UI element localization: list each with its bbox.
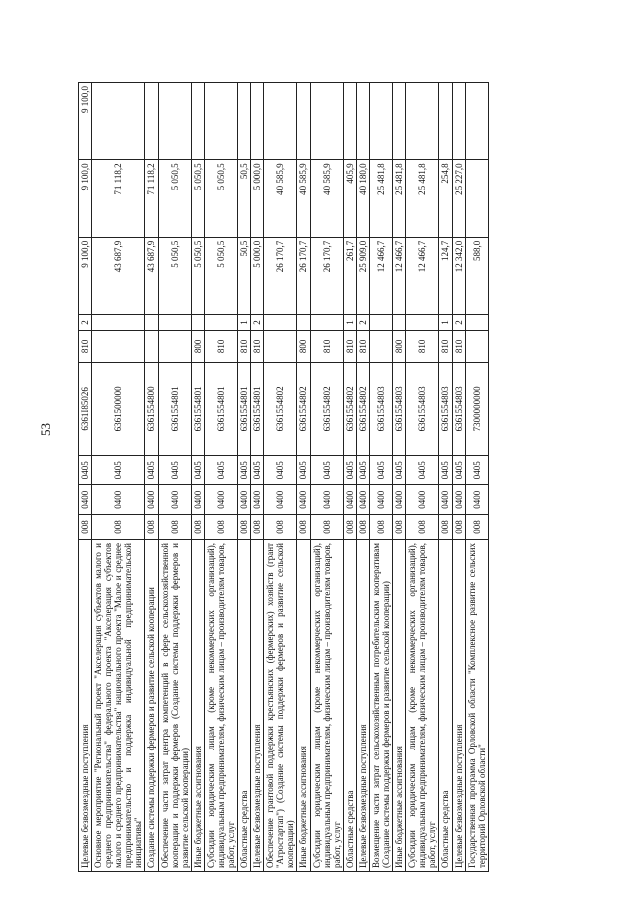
cell-amount-1: 25 909,0: [356, 237, 369, 314]
cell-amount-3: [356, 83, 369, 160]
cell-podrazdel: 0405: [191, 455, 204, 485]
row-name: Государственная программа Орловской области "Комплексное развитие сельских территорий Орловской области": [465, 540, 488, 872]
cell-funding-code: [204, 314, 237, 330]
table-row: [158, 83, 191, 872]
cell-amount-2: 25 481,8: [406, 160, 439, 237]
cell-podrazdel: 0405: [204, 455, 237, 485]
cell-ved: 008: [145, 515, 158, 540]
cell-amount-2: 254,8: [439, 160, 452, 237]
cell-razdel: 0400: [343, 485, 356, 515]
cell-funding-code: [465, 314, 488, 330]
cell-amount-2: 405,9: [343, 160, 356, 237]
row-name: Областные средства: [238, 540, 251, 872]
cell-amount-1: 5 000,0: [251, 237, 264, 314]
cell-target-article: 6361554802: [264, 362, 297, 455]
cell-expense-type: 800: [191, 330, 204, 362]
cell-amount-3: [297, 83, 310, 160]
row-name: Создание системы поддержки фермеров и развитие сельской кооперации: [145, 540, 158, 872]
cell-razdel: 0400: [406, 485, 439, 515]
cell-ved: 008: [251, 515, 264, 540]
cell-amount-1: 12 466,7: [406, 237, 439, 314]
cell-funding-code: [145, 314, 158, 330]
cell-razdel: 0400: [264, 485, 297, 515]
table-row: [356, 83, 369, 872]
table-row: [465, 83, 488, 872]
cell-razdel: 0400: [369, 485, 392, 515]
cell-expense-type: 810: [310, 330, 343, 362]
cell-amount-2: 71 118,2: [92, 160, 145, 237]
cell-target-article: 6361500000: [92, 362, 145, 455]
cell-funding-code: [92, 314, 145, 330]
cell-ved: 008: [343, 515, 356, 540]
cell-expense-type: 810: [343, 330, 356, 362]
cell-razdel: 0400: [439, 485, 452, 515]
cell-funding-code: 1: [343, 314, 356, 330]
cell-ved: 008: [297, 515, 310, 540]
cell-amount-2: 25 481,8: [369, 160, 392, 237]
cell-amount-1: 5 050,5: [158, 237, 191, 314]
cell-expense-type: [158, 330, 191, 362]
cell-funding-code: [264, 314, 297, 330]
cell-ved: 008: [92, 515, 145, 540]
cell-target-article: 6361554803: [439, 362, 452, 455]
cell-amount-3: 9 100,0: [79, 83, 92, 160]
cell-podrazdel: 0405: [406, 455, 439, 485]
cell-razdel: 0400: [393, 485, 406, 515]
cell-razdel: 0400: [92, 485, 145, 515]
row-name: Обеспечение грантовой поддержки крестьянских (фермерских) хозяйств (грант "Агростартап") (Создание системы поддержки фермеров и развитие сельской кооперации): [264, 540, 297, 872]
cell-razdel: 0400: [191, 485, 204, 515]
cell-amount-3: [393, 83, 406, 160]
cell-funding-code: 2: [79, 314, 92, 330]
table-row: [145, 83, 158, 872]
cell-amount-2: 9 100,0: [79, 160, 92, 237]
table-row: [310, 83, 343, 872]
cell-amount-3: [204, 83, 237, 160]
cell-amount-2: 25 227,0: [452, 160, 465, 237]
cell-expense-type: 800: [393, 330, 406, 362]
cell-razdel: 0400: [310, 485, 343, 515]
cell-razdel: 0400: [158, 485, 191, 515]
row-name: Субсидии юридическим лицам (кроме некоммерческих организаций), индивидуальным предпринимателям, физическим лицам – производителям товаров, работ, услуг: [204, 540, 237, 872]
row-name: Целевые безвозмездные поступления: [452, 540, 465, 872]
cell-ved: 008: [465, 515, 488, 540]
cell-amount-2: 40 585,9: [310, 160, 343, 237]
cell-amount-1: 124,7: [439, 237, 452, 314]
cell-amount-1: 12 466,7: [369, 237, 392, 314]
cell-ved: 008: [238, 515, 251, 540]
row-name: Основное мероприятие "Региональный проект "Акселерация субъектов малого и среднего предпринимательства" федерального проекта "Акселерация субъектов малого и среднего предпринимательства" национального проекта "Малое и среднее предпринимательство и поддержка индивидуальной предпринимательской инициативы": [92, 540, 145, 872]
cell-amount-3: [369, 83, 392, 160]
cell-amount-2: 5 050,5: [158, 160, 191, 237]
cell-expense-type: [369, 330, 392, 362]
cell-amount-3: [343, 83, 356, 160]
cell-funding-code: 2: [251, 314, 264, 330]
cell-razdel: 0400: [204, 485, 237, 515]
cell-expense-type: 810: [406, 330, 439, 362]
cell-amount-1: 5 050,5: [204, 237, 237, 314]
cell-ved: 008: [191, 515, 204, 540]
cell-podrazdel: 0405: [393, 455, 406, 485]
cell-target-article: 6361554803: [393, 362, 406, 455]
cell-amount-2: 5 050,5: [191, 160, 204, 237]
cell-podrazdel: 0405: [238, 455, 251, 485]
cell-podrazdel: 0405: [297, 455, 310, 485]
cell-amount-1: 50,5: [238, 237, 251, 314]
table-row: [393, 83, 406, 872]
cell-amount-2: [465, 160, 488, 237]
cell-target-article: 7300000000: [465, 362, 488, 455]
cell-target-article: 6361554802: [343, 362, 356, 455]
cell-expense-type: 810: [452, 330, 465, 362]
table-row: [191, 83, 204, 872]
cell-target-article: 6361554801: [191, 362, 204, 455]
cell-ved: 008: [452, 515, 465, 540]
cell-ved: 008: [264, 515, 297, 540]
cell-ved: 008: [158, 515, 191, 540]
row-name: Целевые безвозмездные поступления: [251, 540, 264, 872]
cell-ved: 008: [310, 515, 343, 540]
cell-amount-2: 71 118,2: [145, 160, 158, 237]
cell-amount-1: 26 170,7: [264, 237, 297, 314]
cell-amount-1: 26 170,7: [297, 237, 310, 314]
table-row: [369, 83, 392, 872]
cell-target-article: 6361554801: [158, 362, 191, 455]
cell-podrazdel: 0405: [465, 455, 488, 485]
cell-target-article: 6361554800: [145, 362, 158, 455]
row-name: Иные бюджетные ассигнования: [191, 540, 204, 872]
cell-funding-code: 1: [439, 314, 452, 330]
row-name: Областные средства: [439, 540, 452, 872]
cell-expense-type: 800: [297, 330, 310, 362]
cell-podrazdel: 0405: [439, 455, 452, 485]
row-name: Возмещение части затрат сельскохозяйственным потребительским кооперативам (Создание системы поддержки фермеров и развитие сельской кооперации): [369, 540, 392, 872]
cell-expense-type: 810: [439, 330, 452, 362]
cell-target-article: 6361554803: [406, 362, 439, 455]
cell-expense-type: 810: [251, 330, 264, 362]
table-row: [264, 83, 297, 872]
row-name: Субсидии юридическим лицам (кроме некоммерческих организаций), индивидуальным предпринимателям, физическим лицам – производителям товаров, работ, услуг: [406, 540, 439, 872]
cell-amount-3: [264, 83, 297, 160]
cell-razdel: 0400: [238, 485, 251, 515]
cell-target-article: 6361554803: [369, 362, 392, 455]
cell-amount-3: [452, 83, 465, 160]
cell-amount-2: 25 481,8: [393, 160, 406, 237]
cell-amount-3: [92, 83, 145, 160]
cell-funding-code: [369, 314, 392, 330]
cell-target-article: 6361554801: [238, 362, 251, 455]
cell-expense-type: 810: [356, 330, 369, 362]
cell-amount-2: 50,5: [238, 160, 251, 237]
table-row: [79, 83, 92, 872]
row-name: Целевые безвозмездные поступления: [356, 540, 369, 872]
cell-amount-3: [439, 83, 452, 160]
cell-podrazdel: 0405: [264, 455, 297, 485]
cell-funding-code: [158, 314, 191, 330]
table-row: [343, 83, 356, 872]
table-row: [297, 83, 310, 872]
cell-funding-code: 2: [452, 314, 465, 330]
cell-expense-type: [264, 330, 297, 362]
cell-amount-3: [251, 83, 264, 160]
row-name: Иные бюджетные ассигнования: [393, 540, 406, 872]
cell-ved: 008: [439, 515, 452, 540]
cell-funding-code: [406, 314, 439, 330]
table-row: [204, 83, 237, 872]
cell-amount-2: 40 585,9: [264, 160, 297, 237]
row-name: Субсидии юридическим лицам (кроме некоммерческих организаций), индивидуальным предпринимателям, физическим лицам – производителям товаров, работ, услуг: [310, 540, 343, 872]
cell-funding-code: [393, 314, 406, 330]
cell-podrazdel: 0405: [79, 455, 92, 485]
cell-amount-1: 43 687,9: [145, 237, 158, 314]
cell-amount-2: 40 180,0: [356, 160, 369, 237]
cell-funding-code: 1: [238, 314, 251, 330]
table-row: [251, 83, 264, 872]
cell-target-article: 6361I85026: [79, 362, 92, 455]
cell-funding-code: 2: [356, 314, 369, 330]
cell-expense-type: 810: [238, 330, 251, 362]
cell-expense-type: [92, 330, 145, 362]
cell-funding-code: [191, 314, 204, 330]
cell-amount-3: [465, 83, 488, 160]
budget-table: [78, 82, 489, 872]
cell-amount-1: 12 466,7: [393, 237, 406, 314]
cell-podrazdel: 0405: [251, 455, 264, 485]
row-name: Областные средства: [343, 540, 356, 872]
cell-funding-code: [297, 314, 310, 330]
cell-podrazdel: 0405: [145, 455, 158, 485]
cell-funding-code: [310, 314, 343, 330]
cell-expense-type: [465, 330, 488, 362]
cell-podrazdel: 0405: [92, 455, 145, 485]
cell-podrazdel: 0405: [310, 455, 343, 485]
cell-amount-2: 5 000,0: [251, 160, 264, 237]
cell-amount-3: [406, 83, 439, 160]
table-row: [238, 83, 251, 872]
cell-expense-type: [145, 330, 158, 362]
cell-ved: 008: [356, 515, 369, 540]
cell-ved: 008: [393, 515, 406, 540]
cell-target-article: 6361554802: [310, 362, 343, 455]
table-row: [439, 83, 452, 872]
cell-razdel: 0400: [145, 485, 158, 515]
cell-target-article: 6361554801: [204, 362, 237, 455]
cell-podrazdel: 0405: [369, 455, 392, 485]
cell-target-article: 6361554802: [297, 362, 310, 455]
cell-ved: 008: [369, 515, 392, 540]
table-row: [92, 83, 145, 872]
cell-amount-2: 40 585,9: [297, 160, 310, 237]
cell-amount-2: 5 050,5: [204, 160, 237, 237]
cell-target-article: 6361554802: [356, 362, 369, 455]
cell-podrazdel: 0405: [343, 455, 356, 485]
page-number: 53: [38, 423, 53, 436]
cell-amount-1: 43 687,9: [92, 237, 145, 314]
table-row: [452, 83, 465, 872]
cell-ved: 008: [406, 515, 439, 540]
cell-amount-3: [191, 83, 204, 160]
cell-amount-1: 9 100,0: [79, 237, 92, 314]
cell-razdel: 0400: [452, 485, 465, 515]
cell-amount-1: 588,0: [465, 237, 488, 314]
cell-amount-3: [145, 83, 158, 160]
row-name: Обеспечение части затрат центра компетенций в сфере сельскохозяйственной кооперации и поддержки фермеров (Создание системы поддержки фермеров и развитие сельской кооперации): [158, 540, 191, 872]
rotated-table-container: [78, 82, 558, 872]
cell-podrazdel: 0405: [452, 455, 465, 485]
cell-amount-1: 26 170,7: [310, 237, 343, 314]
table-row: [406, 83, 439, 872]
cell-ved: 008: [79, 515, 92, 540]
cell-razdel: 0400: [297, 485, 310, 515]
cell-razdel: 0400: [251, 485, 264, 515]
cell-ved: 008: [204, 515, 237, 540]
cell-amount-3: [238, 83, 251, 160]
cell-amount-1: 261,7: [343, 237, 356, 314]
cell-target-article: 6361554801: [251, 362, 264, 455]
cell-target-article: 6361554803: [452, 362, 465, 455]
cell-podrazdel: 0405: [356, 455, 369, 485]
cell-expense-type: 810: [204, 330, 237, 362]
cell-razdel: 0400: [465, 485, 488, 515]
cell-expense-type: 810: [79, 330, 92, 362]
cell-razdel: 0400: [79, 485, 92, 515]
cell-amount-1: 12 342,0: [452, 237, 465, 314]
cell-amount-1: 5 050,5: [191, 237, 204, 314]
row-name: Иные бюджетные ассигнования: [297, 540, 310, 872]
row-name: Целевые безвозмездные поступления: [79, 540, 92, 872]
cell-razdel: 0400: [356, 485, 369, 515]
cell-amount-3: [310, 83, 343, 160]
table-body: [79, 83, 489, 872]
cell-podrazdel: 0405: [158, 455, 191, 485]
cell-amount-3: [158, 83, 191, 160]
